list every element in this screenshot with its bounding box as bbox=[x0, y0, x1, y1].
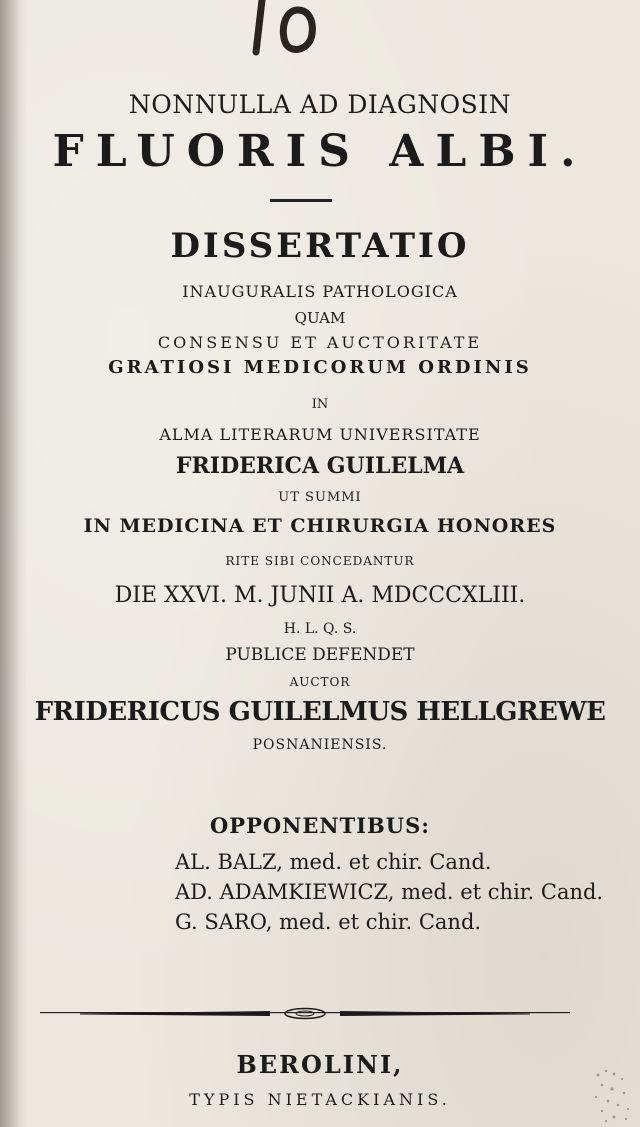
imprint-printer: TYPIS NIETACKIANIS. bbox=[189, 1090, 451, 1109]
handwritten-mark bbox=[240, 0, 340, 62]
hlqs-line: H. L. Q. S. bbox=[283, 621, 357, 637]
dissertatio-heading: DISSERTATIO bbox=[170, 226, 470, 266]
opponent-3: G. SARO, med. et chir. Cand. bbox=[175, 910, 482, 934]
author-name: FRIDERICUS GUILELMUS HELLGREWE bbox=[34, 697, 606, 727]
consensu-line: CONSENSU ET AUCTORITATE bbox=[157, 333, 483, 352]
in-line: IN bbox=[311, 397, 329, 412]
imprint-city: BEROLINI, bbox=[236, 1050, 404, 1079]
date-line: DIE XXVI. M. JUNII A. MDCCCXLIII. bbox=[114, 583, 526, 608]
opponents-heading: OPPONENTIBUS: bbox=[210, 813, 430, 838]
alma-line: ALMA LITERARUM UNIVERSITATE bbox=[159, 425, 481, 444]
quam-line: QUAM bbox=[294, 309, 346, 327]
ut-summi-line: UT SUMMI bbox=[278, 490, 362, 505]
opponent-2: AD. ADAMKIEWICZ, med. et chir. Cand. bbox=[175, 880, 604, 904]
opponent-1: AL. BALZ, med. et chir. Cand. bbox=[175, 850, 492, 874]
ornamental-rule bbox=[40, 1005, 570, 1023]
in-medicina-line: IN MEDICINA ET CHIRURGIA HONORES bbox=[83, 515, 557, 537]
author-origin: POSNANIENSIS. bbox=[252, 737, 388, 753]
publice-line: PUBLICE DEFENDET bbox=[225, 645, 415, 665]
friderica-line: FRIDERICA GUILELMA bbox=[175, 453, 465, 479]
library-stamp bbox=[588, 1065, 636, 1125]
rite-line: RITE SIBI CONCEDANTUR bbox=[225, 554, 415, 568]
title-line-2: FLUORIS ALBI. bbox=[52, 126, 588, 177]
gratiosi-line: GRATIOSI MEDICORUM ORDINIS bbox=[108, 357, 532, 378]
title-line-1: NONNULLA AD DIAGNOSIN bbox=[128, 90, 512, 119]
inauguralis-line: INAUGURALIS PATHOLOGICA bbox=[182, 282, 458, 301]
auctor-label: AUCTOR bbox=[289, 675, 351, 689]
title-divider bbox=[270, 199, 332, 202]
opponents-list bbox=[175, 850, 604, 940]
